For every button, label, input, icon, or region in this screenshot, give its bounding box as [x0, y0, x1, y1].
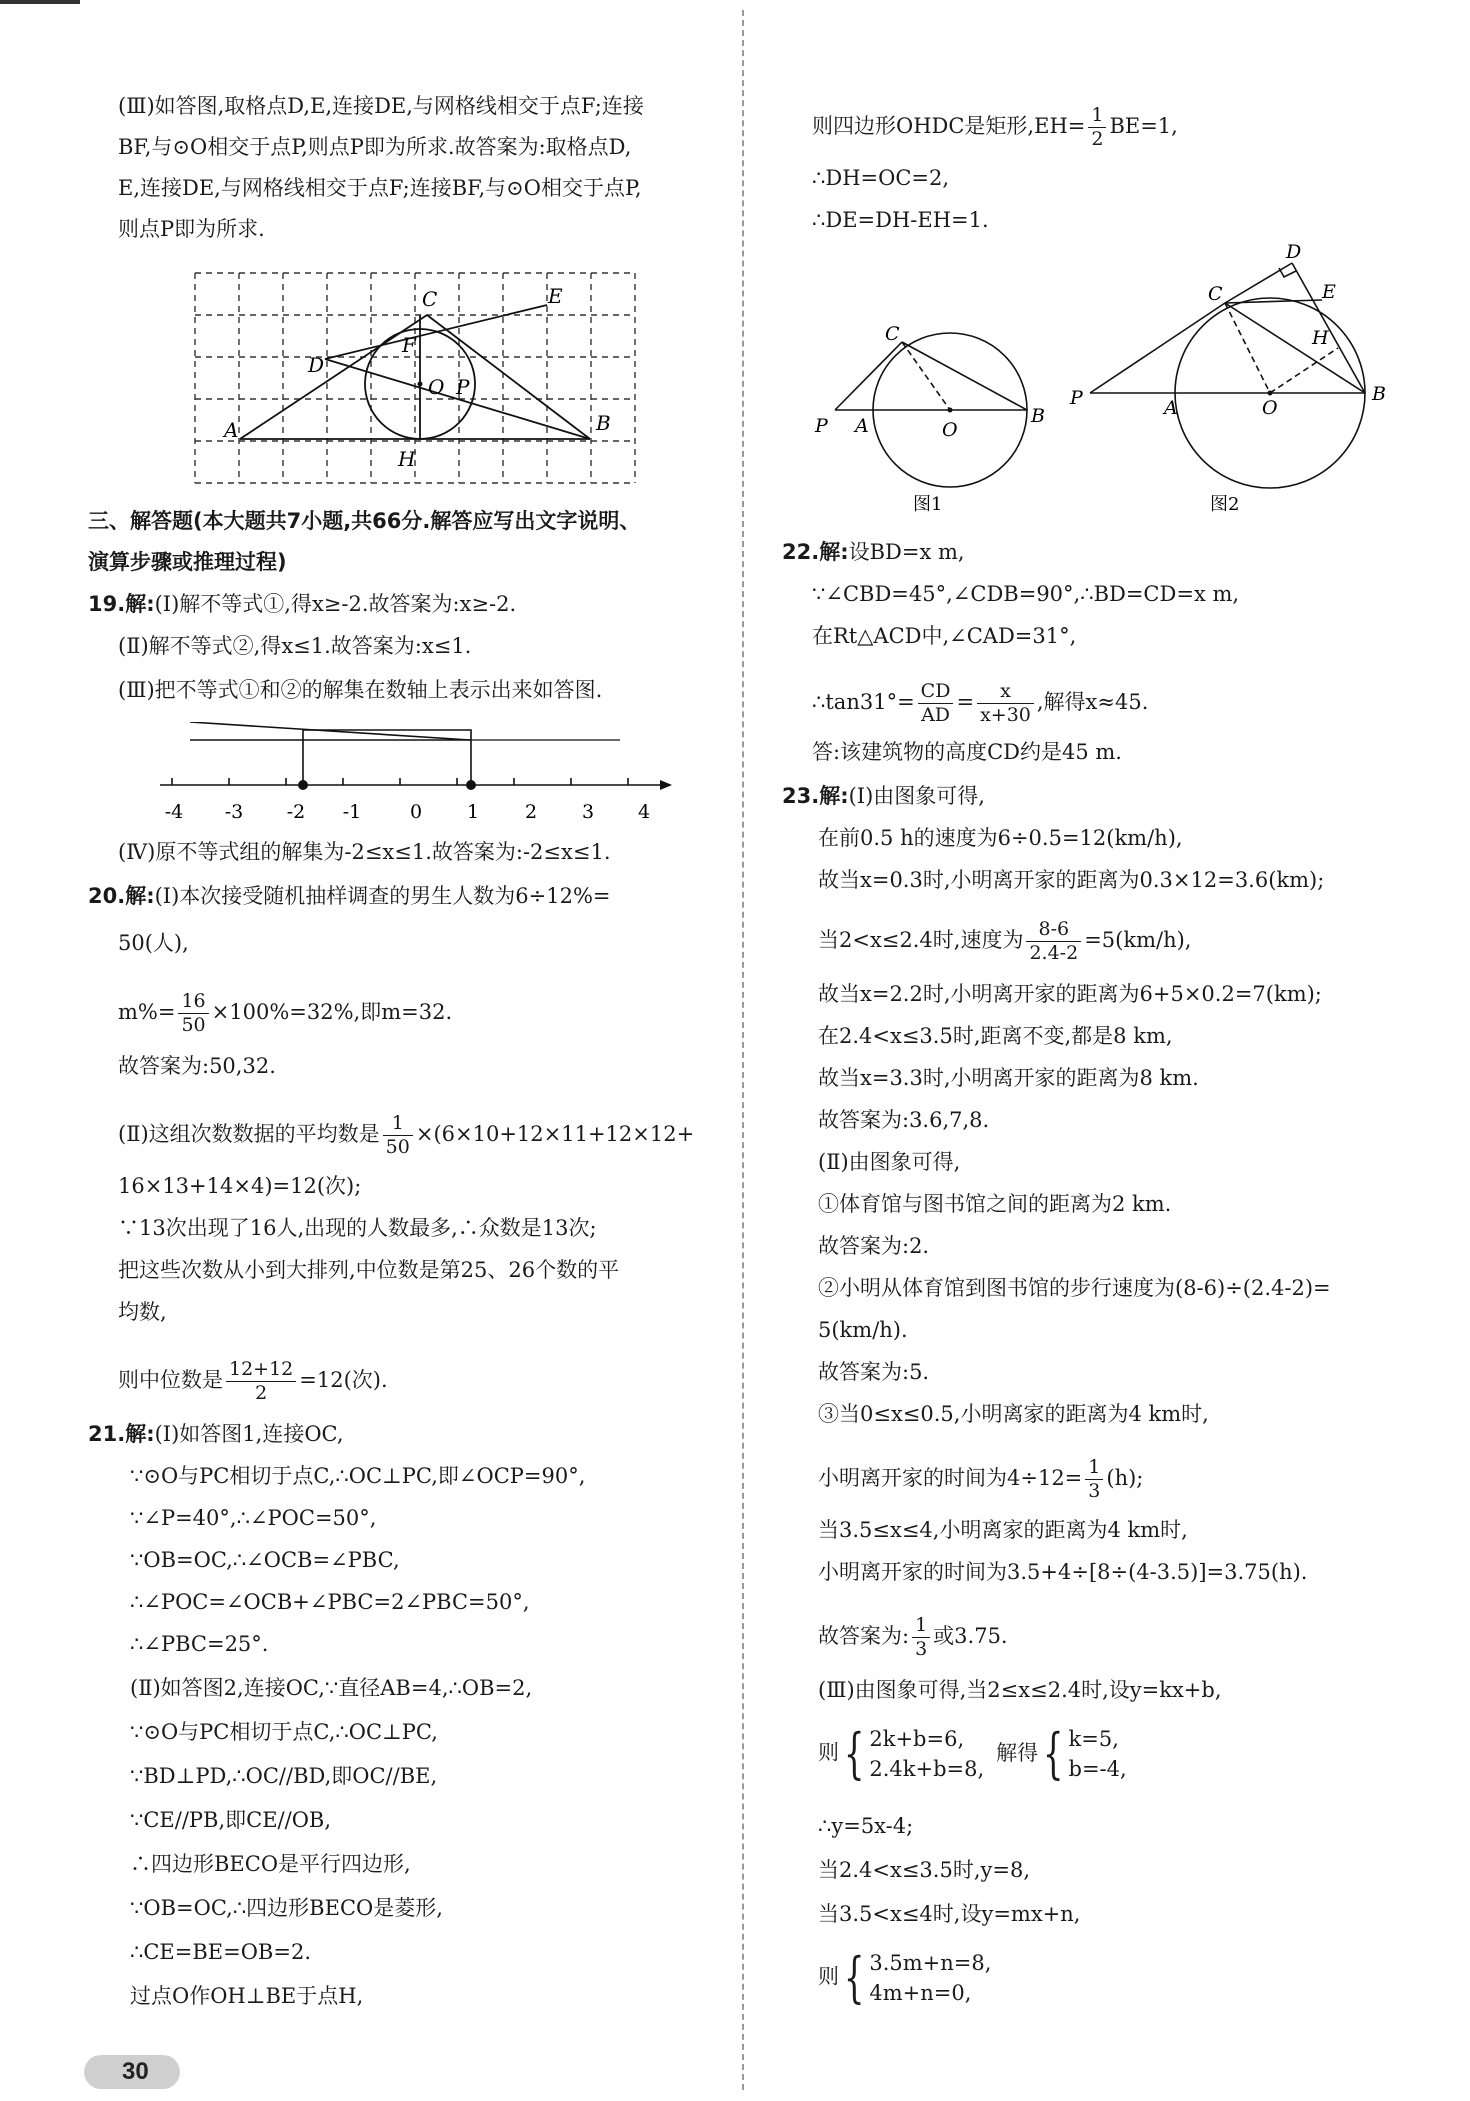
q23-line: ①体育馆与图书馆之间的距离为2 km. — [818, 1192, 1172, 1216]
q21-cont-line: ∴DH=OC=2, — [812, 166, 950, 190]
q22-line: 在Rt△ACD中,∠CAD=31°, — [812, 624, 1077, 648]
point-p-label: P — [456, 375, 470, 399]
grid-figure — [190, 268, 640, 488]
fig2-label: C — [1208, 283, 1223, 305]
fraction: $\frac{16}{50}$ — [178, 990, 208, 1037]
point-f-label: F — [402, 333, 416, 357]
figure-2 — [1060, 238, 1400, 523]
q21-line: 过点O作OH⊥BE于点H, — [130, 1984, 364, 2008]
q23-line: 故答案为: $\frac{1}{3}$ 或3.75. — [818, 1614, 1008, 1660]
figure-1 — [805, 320, 1055, 520]
tick-label: -1 — [342, 801, 362, 823]
q23-line: 23.解:(Ⅰ)由图象可得, — [782, 784, 985, 808]
q20-line: 20.解:(Ⅰ)本次接受随机抽样调查的男生人数为6÷12%= — [88, 884, 611, 908]
tick-label: 1 — [466, 801, 480, 823]
q20-number: 20. — [88, 884, 126, 908]
tick-label: -4 — [164, 801, 184, 823]
q23-head: 解: — [819, 784, 849, 808]
q23-line: 故答案为:5. — [818, 1360, 930, 1384]
fraction: $\frac{1}{3}$ — [912, 1614, 930, 1661]
q23-system: 则{ 3.5m+n=8, 4m+n=0, — [818, 1946, 992, 2009]
tick-label: -3 — [224, 801, 244, 823]
tick-label: 4 — [637, 801, 651, 823]
point-b-label: B — [596, 411, 611, 435]
fraction: $\frac{1}{3}$ — [1085, 1456, 1103, 1503]
q21-line: ∵OB=OC,∴∠OCB=∠PBC, — [130, 1548, 400, 1572]
q21-line: ∴CE=BE=OB=2. — [130, 1940, 311, 1964]
q21-head: 解: — [125, 1422, 155, 1446]
page-number: 30 — [84, 2055, 180, 2089]
q21-line: ∴∠POC=∠OCB+∠PBC=2∠PBC=50°, — [130, 1590, 530, 1614]
q23-line: 当3.5≤x≤4,小明离家的距离为4 km时, — [818, 1518, 1188, 1542]
q20-line: 把这些次数从小到大排列,中位数是第25、26个数的平 — [118, 1258, 620, 1282]
q19-line: 19.解:(Ⅰ)解不等式①,得x≥-2.故答案为:x≥-2. — [88, 592, 517, 616]
q23-line: 当2<x≤2.4时,速度为 $\frac{8-6}{2.4-2}$ =5(km/h), — [818, 918, 1192, 964]
q23-line: ③当0≤x≤0.5,小明离家的距离为4 km时, — [818, 1402, 1209, 1426]
section-title: 演算步骤或推理过程) — [88, 550, 287, 574]
q20-line: 均数, — [118, 1300, 167, 1324]
q19-number: 19. — [88, 592, 126, 616]
fig2-label: A — [1164, 397, 1178, 419]
point-d-label: D — [308, 353, 325, 377]
q23-system: 则{ 2k+b=6, 2.4k+b=8, 解得{ k=5, b=-4, — [818, 1722, 1127, 1785]
q21-line: ∴四边形BECO是平行四边形, — [130, 1852, 411, 1876]
q23-line: 故答案为:3.6,7,8. — [818, 1108, 990, 1132]
fig2-label: P — [1070, 387, 1083, 409]
tick-label: -2 — [286, 801, 306, 823]
fraction: $\frac{12+12}{2}$ — [226, 1358, 296, 1405]
q18-line: BF,与⊙O相交于点P,则点P即为所求.故答案为:取格点D, — [118, 135, 632, 159]
q23-line: 当3.5<x≤4时,设y=mx+n, — [818, 1902, 1081, 1926]
tick-label: 2 — [524, 801, 538, 823]
q20-line: ∵13次出现了16人,出现的人数最多,∴众数是13次; — [118, 1216, 597, 1240]
q20-line: (Ⅱ)这组次数数据的平均数是 $\frac{1}{50}$ ×(6×10+12×11+12×12+ — [118, 1112, 695, 1158]
tick-label: 0 — [409, 801, 423, 823]
fig1-label: C — [885, 323, 900, 345]
fig1-label: O — [942, 419, 958, 441]
q23-line: 故当x=0.3时,小明离开家的距离为0.3×12=3.6(km); — [818, 868, 1325, 892]
q20-line: 故答案为:50,32. — [118, 1054, 276, 1078]
q23-number: 23. — [782, 784, 820, 808]
fig2-label: D — [1286, 241, 1302, 263]
fig1-caption: 图1 — [913, 494, 943, 515]
q22-line: ∵∠CBD=45°,∠CDB=90°,∴BD=CD=x m, — [812, 582, 1240, 606]
q23-line: 故当x=2.2时,小明离开家的距离为6+5×0.2=7(km); — [818, 982, 1322, 1006]
tick-label: 3 — [581, 801, 595, 823]
q23-line: 故当x=3.3时,小明离开家的距离为8 km. — [818, 1066, 1199, 1090]
point-h-label: H — [398, 447, 416, 471]
fraction: $\frac{CD}{AD}$ — [918, 680, 954, 727]
fraction: $\frac{1}{50}$ — [383, 1112, 413, 1159]
q21-cont-line: 则四边形OHDC是矩形,EH= $\frac{1}{2}$ BE=1, — [812, 104, 1178, 150]
q20-line: 则中位数是 $\frac{12+12}{2}$ =12(次). — [118, 1358, 388, 1404]
q20-head: 解: — [125, 884, 155, 908]
fraction: $\frac{8-6}{2.4-2}$ — [1026, 918, 1081, 965]
q21-line: 21.解:(Ⅰ)如答图1,连接OC, — [88, 1422, 344, 1446]
q22-number: 22. — [782, 540, 820, 564]
q23-line: 当2.4<x≤3.5时,y=8, — [818, 1858, 1030, 1882]
q23-line: ②小明从体育馆到图书馆的步行速度为(8-6)÷(2.4-2)= — [818, 1276, 1331, 1300]
q23-line: 在2.4<x≤3.5时,距离不变,都是8 km, — [818, 1024, 1173, 1048]
number-line — [150, 722, 690, 832]
q20-line: m%= $\frac{16}{50}$ ×100%=32%,即m=32. — [118, 990, 453, 1036]
q18-line: 则点P即为所求. — [118, 217, 265, 241]
q23-line: 小明离开家的时间为4÷12= $\frac{1}{3}$ (h); — [818, 1456, 1144, 1502]
q18-line: E,连接DE,与网格线相交于点F;连接BF,与⊙O相交于点P, — [118, 176, 642, 200]
q18-line: (Ⅲ)如答图,取格点D,E,连接DE,与网格线相交于点F;连接 — [118, 94, 644, 118]
fraction: $\frac{1}{2}$ — [1088, 104, 1106, 151]
q23-line: 小明离开家的时间为3.5+4÷[8÷(4-3.5)]=3.75(h). — [818, 1560, 1308, 1584]
q21-line: ∵∠P=40°,∴∠POC=50°, — [130, 1506, 377, 1530]
q23-line: 故答案为:2. — [818, 1234, 930, 1258]
q21-number: 21. — [88, 1422, 126, 1446]
q21-line: (Ⅱ)如答图2,连接OC,∵直径AB=4,∴OB=2, — [130, 1676, 533, 1700]
point-a-label: A — [224, 418, 239, 442]
fig2-label: B — [1372, 383, 1386, 405]
q23-line: 5(km/h). — [818, 1318, 908, 1342]
fig2-label: E — [1322, 281, 1336, 303]
q22-line: 答:该建筑物的高度CD约是45 m. — [812, 740, 1122, 764]
q22-line: ∴tan31°= $\frac{CD}{AD}$ = $\frac{x}{x+30}$ ,解得x≈45. — [812, 680, 1149, 726]
fig1-label: P — [815, 415, 828, 437]
q21-cont-line: ∴DE=DH-EH=1. — [812, 208, 989, 232]
point-c-label: C — [422, 287, 438, 311]
top-edge-bar — [0, 0, 80, 4]
section-title: 三、解答题(本大题共7小题,共66分.解答应写出文字说明、 — [88, 509, 641, 533]
q21-line: ∵CE//PB,即CE//OB, — [130, 1808, 332, 1832]
q21-line: ∵BD⊥PD,∴OC//BD,即OC//BE, — [130, 1764, 438, 1788]
fig1-label: B — [1031, 405, 1045, 427]
q22-line: 22.解:设BD=x m, — [782, 540, 965, 564]
q21-line: ∴∠PBC=25°. — [130, 1632, 269, 1656]
q23-line: 在前0.5 h的速度为6÷0.5=12(km/h), — [818, 826, 1183, 850]
q19-line: (Ⅳ)原不等式组的解集为-2≤x≤1.故答案为:-2≤x≤1. — [118, 840, 611, 864]
q21-line: ∵OB=OC,∴四边形BECO是菱形, — [130, 1896, 443, 1920]
q23-line: (Ⅱ)由图象可得, — [818, 1150, 961, 1174]
point-o-label: O — [428, 375, 445, 399]
fig2-label: O — [1262, 397, 1278, 419]
q19-head: 解: — [125, 592, 155, 616]
q19-line: (Ⅱ)解不等式②,得x≤1.故答案为:x≤1. — [118, 634, 472, 658]
column-divider — [742, 10, 744, 2090]
q22-head: 解: — [819, 540, 849, 564]
point-e-label: E — [548, 284, 563, 308]
q19-line: (Ⅲ)把不等式①和②的解集在数轴上表示出来如答图. — [118, 678, 603, 702]
fig1-label: A — [855, 415, 869, 437]
q23-line: (Ⅲ)由图象可得,当2≤x≤2.4时,设y=kx+b, — [818, 1678, 1222, 1702]
fraction: $\frac{x}{x+30}$ — [977, 680, 1034, 727]
q20-line: 50(人), — [118, 931, 189, 955]
q23-line: ∴y=5x-4; — [818, 1814, 914, 1838]
q20-line: 16×13+14×4)=12(次); — [118, 1174, 362, 1198]
fig2-label: H — [1312, 327, 1329, 349]
fig2-caption: 图2 — [1210, 494, 1240, 515]
q21-line: ∵⊙O与PC相切于点C,∴OC⊥PC, — [130, 1720, 438, 1744]
q21-line: ∵⊙O与PC相切于点C,∴OC⊥PC,即∠OCP=90°, — [130, 1464, 586, 1488]
